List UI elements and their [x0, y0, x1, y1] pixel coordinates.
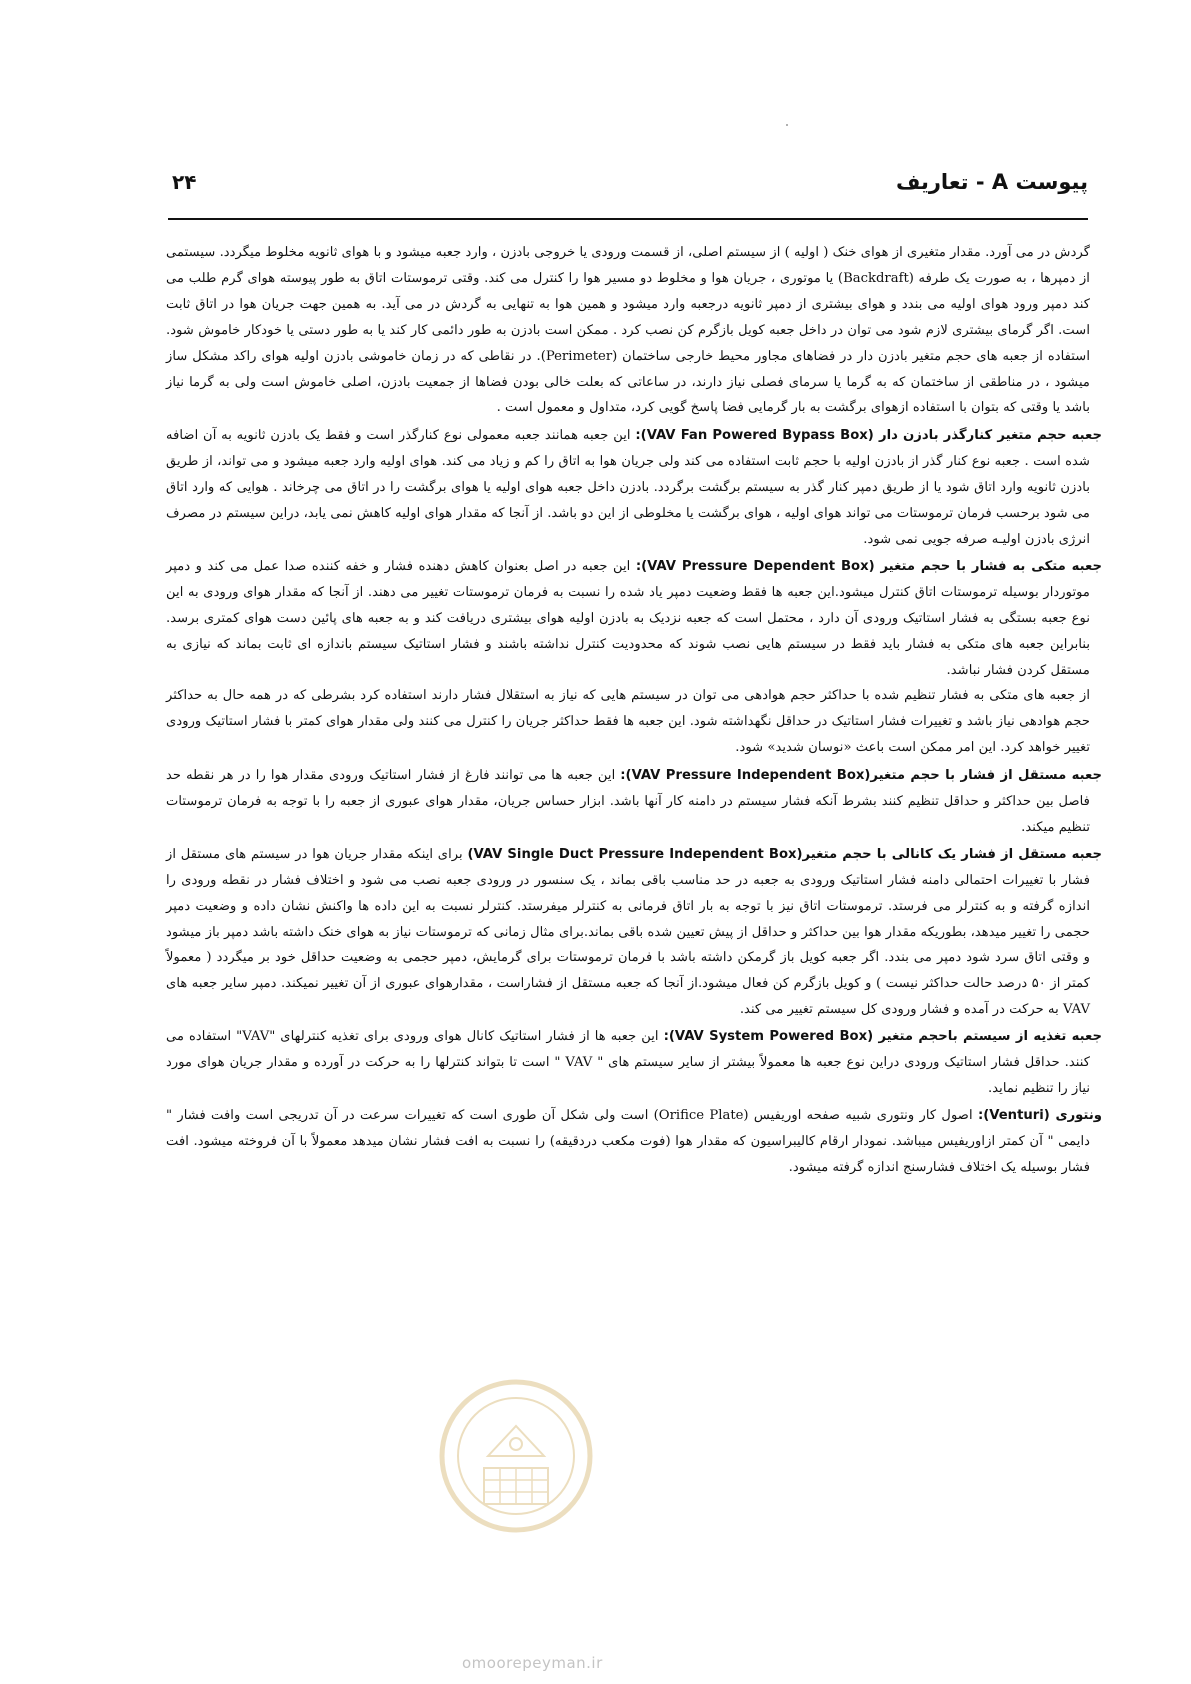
definition-pressure-dependent-box [166, 554, 1102, 684]
definition-body: اصول کار ونتوری شبیه صفحه اوریفیس (Orifice Plate) است ولی شکل آن طوری است که تغییرات سرعت در آن تدریجی است وافت فشار " دایمی " آن کمتر ازاوریفیس میباشد. نمودار ارقام کالیبراسیون که مقدار هوا (فوت مکعب دردقیقه) را نسبت به افت فشار نشان میدهد معمولاً با آن فروخته میشود. افت فشار بوسیله یک اختلاف فشارسنج اندازه گرفته میشود. [166, 1107, 1090, 1175]
definition-term: جعبه مستقل از فشار با حجم متغیر(VAV Pressure Independent Box): [620, 768, 1102, 784]
definition-body: برای اینکه مقدار جریان هوا در سیستم های مستقل از فشار با تغییرات احتمالی دامنه فشار استاتیک ورودی به جعبه در حد مناسب باقی بماند ، یک سنسور در ورودی جعبه نصب می شود و اختلاف فشار در نقطه ورودی را اندازه گرفته و به کنترلر می فرستد. ترموستات اتاق نیز با توجه به بار اتاق فرمانی به کنترلر میفرستد. کنترلر نسبت به این داده ها واکنش نشان داده و وضعیت دمپر حجمی را تغییر میدهد، بطوریکه مقدار هوا بین حداکثر و حداقل از پیش تعیین شده باقی بماند.برای مثال زمانی که ترموستات نیاز به هوای خنک داشته باشد دمپر باز میشود و وقتی اتاق سرد شود دمپر می بندد. اگر جعبه کویل باز گرمکن داشته باشد با فرمان ترموستات برای گرمایش، دمپر حجمی به وضعیت حداقل خود بر میگردد ( معمولاً کمتر از ۵۰ درصد حالت حداکثر نیست ) و کویل بازگرم کن فعال میشود.از آنجا که جعبه مستقل از فشاراست ، مقدارهوای عبوری از آن تغییر نمیکند. دمپر سایر جعبه های VAV به حرکت در آمده و فشار ورودی کل سیستم تغییر می کند. [166, 846, 1091, 1018]
definition-term: جعبه تغذیه از سیستم باحجم متغیر (VAV System Powered Box): [663, 1029, 1103, 1045]
intro-paragraph: گردش در می آورد. مقدار متغیری از هوای خنک ( اولیه ) از سیستم اصلی، از قسمت ورودی یا خروجی بادزن ، وارد جعبه میشود و با هوای ثانویه مخلوط میگردد. سیستمی از دمپرها ، به صورت یک طرفه (Backdraft) یا موتوری ، جریان هوا و مخلوط دو مسیر هوا را کنترل می کند. وقتی ترموستات اتاق به طور پیوسته هوای گرم طلب می کند دمپر ورود هوای اولیه می بندد و هوای بیشتری از دمپر ثانویه درجعبه وارد میشود و همین هوا به تنهایی به گردش در می آید. به همین جهت جریان هوا در اتاق ثابت است. اگر گرمای بیشتری لازم شود می توان در داخل جعبه کویل بازگرم کن نصب کرد . ممکن است بادزن به طور دائمی کار کند یا به طور دستی یا خودکار خاموش شود. استفاده از جعبه های حجم متغیر بادزن دار در فضاهای مجاور محیط خارجی ساختمان (Perimeter). در نقاطی که در زمان خاموشی بادزن اولیه هوای راکد مشکل ساز میشود ، در مناطقی از ساختمان که به گرما یا سرمای فصلی نیاز دارند، در ساعاتی که بعلت خالی بودن فضاها از جمعیت بادزن، اصلی خاموش است ولی به گرما نیاز باشد یا وقتی که بتوان با استفاده ازهوای برگشت به بار گرمایی فضا پاسخ گویی کرد، متداول و معمول است . [166, 245, 1090, 416]
page-title: پیوست A - تعاریف [895, 170, 1088, 194]
definition-body: این جعبه همانند جعبه معمولی نوع کنارگذر است و فقط یک بادزن ثانویه به آن اضافه شده است . جعبه نوع کنار گذر از بادزن اولیه با حجم ثابت استفاده می کند ولی جریان هوا به اتاق را کم و زیاد می کند. هوای اولیه وارد جعبه میشود و می تواند، از طریق بادزن ثانویه وارد اتاق شود یا از طریق دمپر کنار گذر به سیستم برگشت برگردد. بادزن داخل جعبه هوای اولیه یا هوای برگشت را در اتاق می چرخاند . هوایی که وارد اتاق می شود برحسب فرمان ترموستات می تواند هوای اولیه ، هوای برگشت یا مخلوطی از این دو باشد. از آنجا که مقدار هوای اولیه کاهش نمی یابد، دراین سیستم در مصرف انرژی بادزن اولیـه صرفه جویی نمی شود. [166, 428, 1090, 547]
definition-term: جعبه متکی به فشار با حجم متغیر (VAV Pressure Dependent Box): [635, 558, 1102, 574]
page-number: ۲۴ [172, 170, 197, 194]
footer-watermark: omoorepeyman.ir [462, 1654, 603, 1672]
definition-single-duct-box [166, 842, 1102, 1023]
definition-body: این جعبه ها از فشار استاتیک کانال هوای ورودی برای تغذیه کنترلهای "VAV" استفاده می کنند. حداقل فشار استاتیک ورودی دراین نوع جعبه ها معمولاً بیشتر از سایر سیستم های " VAV " است تا بتواند کنترلها را به حرکت در آورده و مقدار جریان هوای مورد نیاز را تنظیم نماید. [166, 1029, 1090, 1096]
watermark-seal-logo [436, 1376, 596, 1536]
definition-body: این جعبه ها می توانند فارغ از فشار استاتیک ورودی مقدار هوا را در هر نقطه حد فاصل بین حداکثر و حداقل تنظیم کنند بشرط آنکه فشار سیستم در دامنه کار آنها باشد. ابزار حساس جریان، مقدار هوای عبوری از جعبه را با توجه به فرمان ترموستات تنظیم میکند. [166, 768, 1090, 835]
definition-continuation: از جعبه های متکی به فشار تنظیم شده با حداکثر حجم هوادهی می توان در سیستم هایی که نیاز به استقلال فشار دارند استفاده کرد بشرطی که در همه حال به حداکثر حجم هوادهی نیاز باشد و تغییرات فشار استاتیک در حداقل نگهداشته شود. این جعبه ها فقط حداکثر جریان را کنترل می کنند ولی مقدار هوای کمتر با فشار استاتیک ورودی تغییر خواهد کرد. این امر ممکن است باعث «نوسان شدید» شود. [166, 688, 1090, 756]
header-divider [168, 218, 1088, 220]
main-content [166, 240, 1103, 1181]
definition-term: جعبه حجم متغیر کنارگذر بادزن دار (VAV Fan Powered Bypass Box): [635, 428, 1102, 444]
definition-venturi [166, 1103, 1102, 1181]
definition-fan-powered-bypass-box [166, 423, 1102, 553]
definition-body: این جعبه در اصل بعنوان کاهش دهنده فشار و خفه کننده صدا عمل می کند و دمپر موتوردار بوسیله ترموستات اتاق کنترل میشود.این جعبه ها فقط وضعیت دمپر یاد شده را نسبت به فرمان ترموستات تغییر می دهند. از آنجا که مقدار هوای ورودی به این نوع جعبه بستگی به فشار استاتیک ورودی آن دارد ، محتمل است که جعبه نزدیک به بادزن اولیه هوای بیشتری دریافت کند و به جعبه های پائین دست هوای کمتری برسد. بنابراین جعبه های متکی به فشار باید فقط در سیستم هایی نصب شوند که محدودیت کنترل نداشته باشند و فشار استاتیک سیستم باندازه ای ثابت بماند که نیازی به مستقل کردن فشار نباشد. [166, 558, 1090, 678]
definition-pressure-independent-box [166, 763, 1102, 841]
page-header [168, 166, 1088, 206]
scan-speck [786, 124, 788, 126]
definition-term: جعبه مستقل از فشار یک کانالی با حجم متغیر(VAV Single Duct Pressure Independent Box) [467, 846, 1102, 862]
definition-term: ونتوری (Venturi): [977, 1107, 1102, 1123]
definition-system-powered-box [166, 1024, 1103, 1102]
